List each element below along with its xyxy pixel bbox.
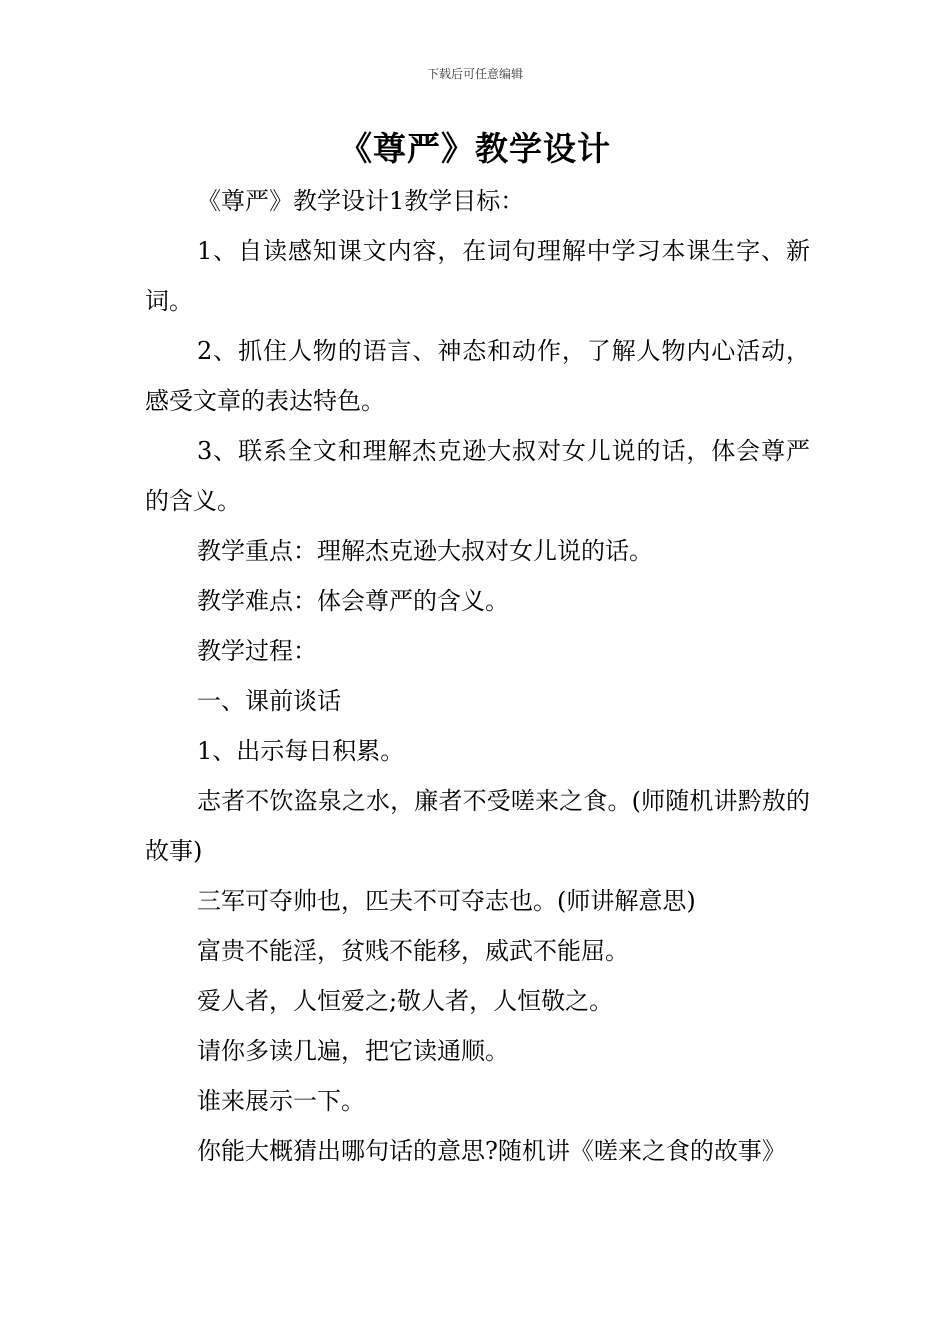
paragraph-read-instruction: 请你多读几遍，把它读通顺。 xyxy=(197,1037,509,1065)
paragraph-objective-1: 1、自读感知课文内容，在词句理解中学习本课生字、新词。 xyxy=(145,237,810,315)
paragraph-show-instruction: 谁来展示一下。 xyxy=(197,1087,365,1115)
page-title: 《尊严》教学设计 xyxy=(339,129,611,168)
paragraph-difficult-point: 教学难点：体会尊严的含义。 xyxy=(197,587,509,615)
paragraph-quote-1: 志者不饮盗泉之水，廉者不受嗟来之食。(师随机讲黔敖的故事) xyxy=(145,787,810,865)
paragraph-process-heading: 教学过程： xyxy=(197,637,317,665)
paragraph-section-1: 一、课前谈话 xyxy=(197,687,341,715)
paragraph-quote-3: 富贵不能淫，贫贱不能移，威武不能屈。 xyxy=(197,937,629,965)
document-body xyxy=(145,176,810,1176)
paragraph-objectives-heading: 《尊严》教学设计1教学目标： xyxy=(197,187,525,215)
paragraph-step-1: 1、出示每日积累。 xyxy=(197,737,405,765)
paragraph-key-point: 教学重点：理解杰克逊大叔对女儿说的话。 xyxy=(197,537,653,565)
paragraph-quote-4: 爱人者，人恒爱之;敬人者，人恒敬之。 xyxy=(197,987,614,1015)
paragraph-objective-2: 2、抓住人物的语言、神态和动作，了解人物内心活动，感受文章的表达特色。 xyxy=(145,337,810,415)
paragraph-guess-instruction: 你能大概猜出哪句话的意思?随机讲《嗟来之食的故事》 xyxy=(197,1137,786,1165)
paragraph-objective-3: 3、联系全文和理解杰克逊大叔对女儿说的话，体会尊严的含义。 xyxy=(145,437,810,515)
paragraph-quote-2: 三军可夺帅也，匹夫不可夺志也。(师讲解意思) xyxy=(197,887,696,915)
header-note: 下载后可任意编辑 xyxy=(426,67,523,81)
